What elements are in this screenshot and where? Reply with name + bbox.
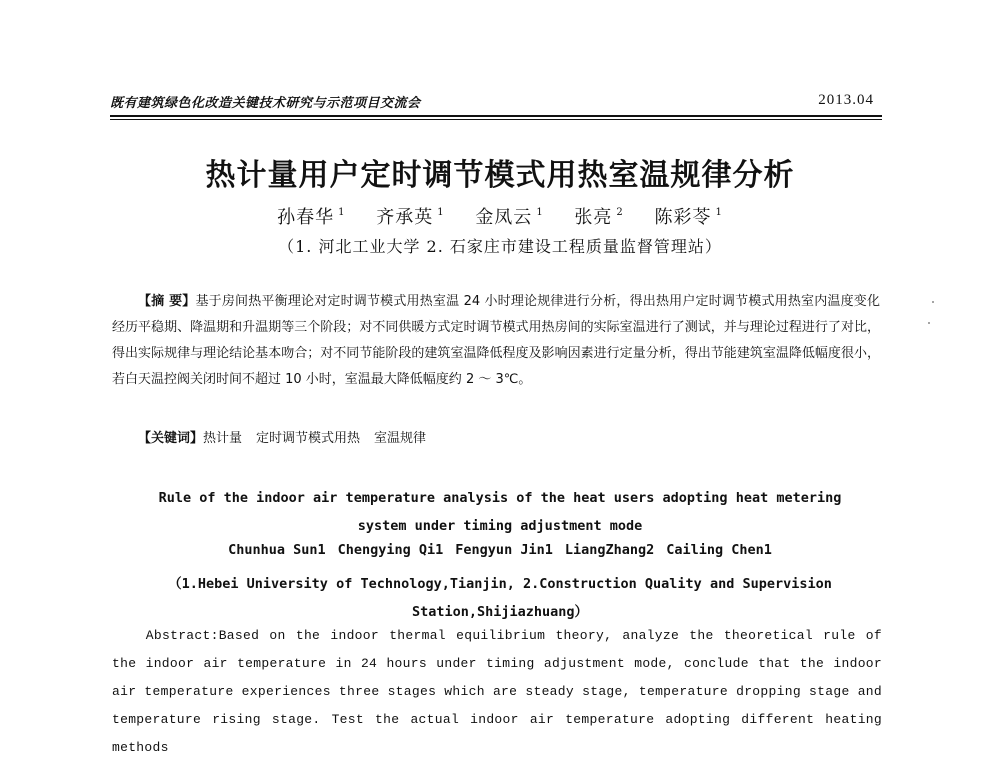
english-author: LiangZhang2 bbox=[564, 542, 655, 558]
author: 孙春华 $^1$ bbox=[277, 207, 346, 228]
header-rule-thick bbox=[110, 115, 882, 117]
author-list bbox=[0, 203, 1000, 229]
english-author: Chunhua Sun1 bbox=[228, 542, 326, 558]
affiliation: （1. 河北工业大学 2. 石家庄市建设工程质量监督管理站） bbox=[278, 237, 722, 256]
keyword: 定时调节模式用热 bbox=[256, 431, 361, 446]
author: 金凤云 $^1$ bbox=[475, 207, 544, 228]
scan-speck bbox=[928, 322, 930, 324]
keyword: 热计量 bbox=[203, 431, 243, 446]
english-affiliation: （1.Hebei University of Technology,Tianjin, 2.Construction Quality and Supervision Station,Shijiazhuang） bbox=[168, 576, 832, 620]
english-author: Fengyun Jin1 bbox=[455, 542, 553, 558]
keywords-chinese bbox=[138, 427, 878, 446]
english-author: Chengying Qi1 bbox=[337, 542, 444, 558]
author: 张亮 $^2$ bbox=[574, 207, 624, 228]
abstract-chinese bbox=[112, 289, 880, 393]
conference-name: 既有建筑绿色化改造关键技术研究与示范项目交流会 bbox=[110, 96, 421, 111]
author: 陈彩苓 $^1$ bbox=[654, 207, 723, 228]
issue-date: 2013.04 bbox=[818, 92, 874, 108]
keyword: 室温规律 bbox=[374, 431, 427, 446]
english-author: Cailing Chen1 bbox=[666, 542, 772, 558]
abstract-label: 【摘 要】 bbox=[138, 294, 196, 309]
author: 齐承英 $^1$ bbox=[376, 207, 445, 228]
paper-title: 热计量用户定时调节模式用热室温规律分析 bbox=[205, 158, 795, 193]
running-header bbox=[110, 92, 880, 116]
english-abstract: Abstract:Based on the indoor thermal equilibrium theory, analyze the theoretical rule of the indoor air temperature in 24 hours under timing adjustment mode, conclude that the indoor air temperature experiences three stages which are steady stage, temperature dropping stage and temperature rising stage. Test the actual indoor air temperature adopting different heating methods bbox=[112, 628, 882, 755]
english-authors bbox=[0, 542, 1000, 558]
scan-speck bbox=[932, 301, 934, 303]
english-title: Rule of the indoor air temperature analysis of the heat users adopting heat metering system under timing adjustment mode bbox=[158, 490, 842, 534]
abstract-text: 基于房间热平衡理论对定时调节模式用热室温 24 小时理论规律进行分析，得出热用户定时调节模式用热室内温度变化经历平稳期、降温期和升温期等三个阶段；对不同供暖方式定时调节模式用热房间的实际室温进行了测试，并与理论过程进行了对比，得出实际规律与理论结论基本吻合；对不同节能阶段的建筑室温降低程度及影响因素进行定量分析，得出节能建筑室温降低幅度很小，若白天温控阀关闭时间不超过 10 小时，室温最大降低幅度约 2 ～ 3℃。 bbox=[112, 294, 880, 387]
header-rule-thin bbox=[110, 119, 882, 120]
keywords-label: 【关键词】 bbox=[138, 431, 204, 446]
